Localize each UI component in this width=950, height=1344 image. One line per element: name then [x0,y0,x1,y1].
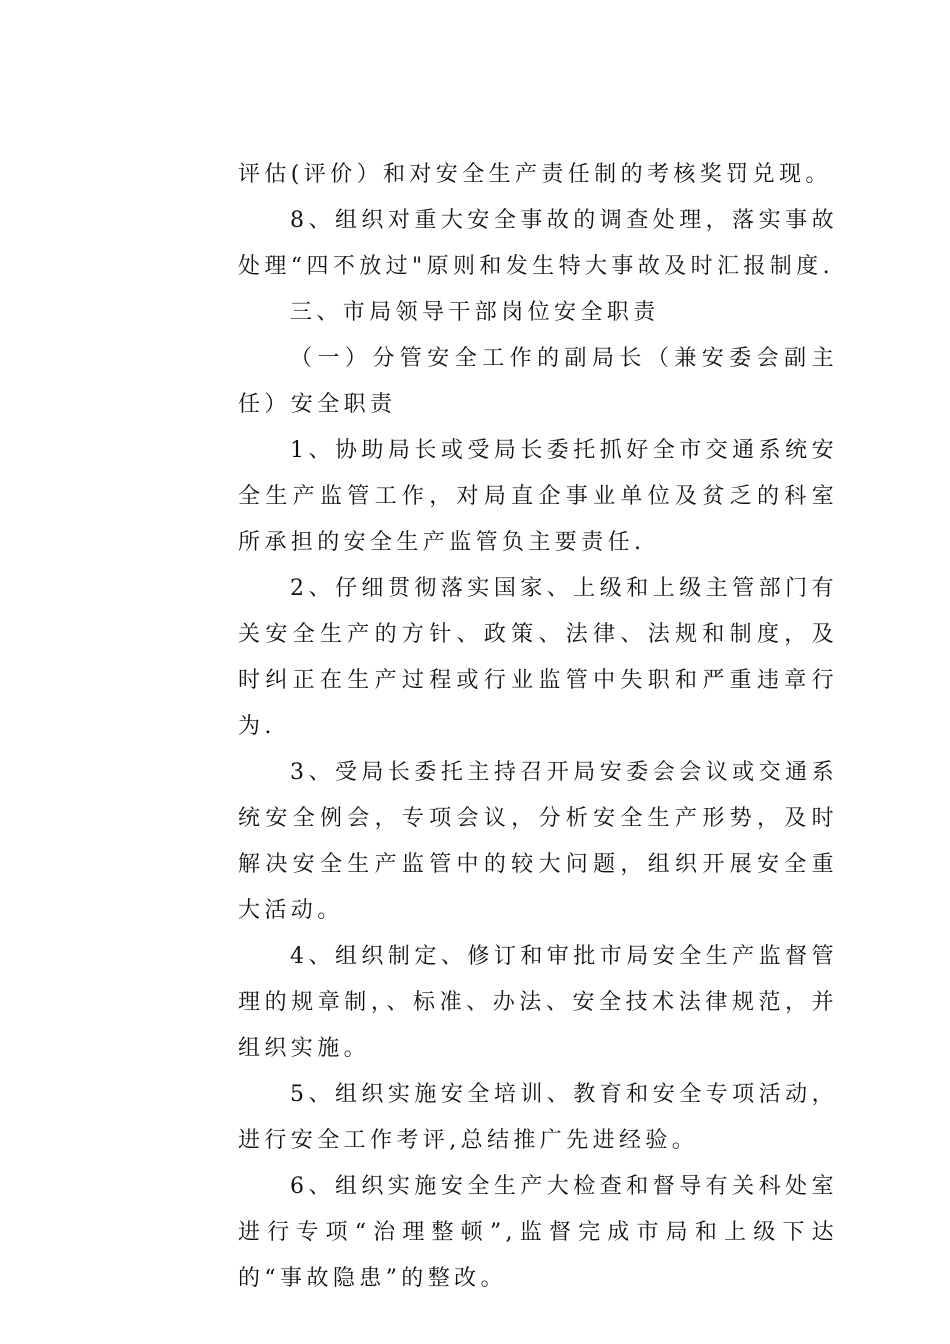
section-heading-3: 三、市局领导干部岗位安全职责 [290,300,660,325]
paragraph-item-6: 6、组织实施安全生产大检查和督导有关科处室进行专项“治理整顿”,监督完成市局和上级下达的“事故隐患”的整改。 [238,1174,838,1291]
paragraph-continuation: 评估(评价）和对安全生产责任制的考核奖罚兑现。 [238,162,832,187]
paragraph-item-5: 5、组织实施安全培训、教育和安全专项活动，进行安全工作考评,总结推广先进经验。 [238,1082,838,1153]
paragraph-item-3: 3、受局长委托主持召开局安委会会议或交通系统安全例会，专项会议，分析安全生产形势，及时解决安全生产监管中的较大问题，组织开展安全重大活动。 [238,760,838,923]
paragraph-item-2: 2、仔细贯彻落实国家、上级和上级主管部门有关安全生产的方针、政策、法律、法规和制度，及时纠正在生产过程或行业监管中失职和严重违章行为. [238,576,838,739]
paragraph-item-4: 4、组织制定、修订和审批市局安全生产监督管理的规章制，、标准、办法、安全技术法律规范，并组织实施。 [238,944,838,1061]
paragraph-item-1: 1、协助局长或受局长委托抓好全市交通系统安全生产监管工作，对局直企事业单位及贫乏的科室所承担的安全生产监管负主要责任. [238,438,838,555]
document-body [238,152,838,1302]
subsection-heading-1: （一）分管安全工作的副局长（兼安委会副主任）安全职责 [238,346,838,417]
paragraph-item-8: 8、组织对重大安全事故的调查处理，落实事故处理“四不放过"原则和发生特大事故及时汇报制度. [238,208,838,279]
